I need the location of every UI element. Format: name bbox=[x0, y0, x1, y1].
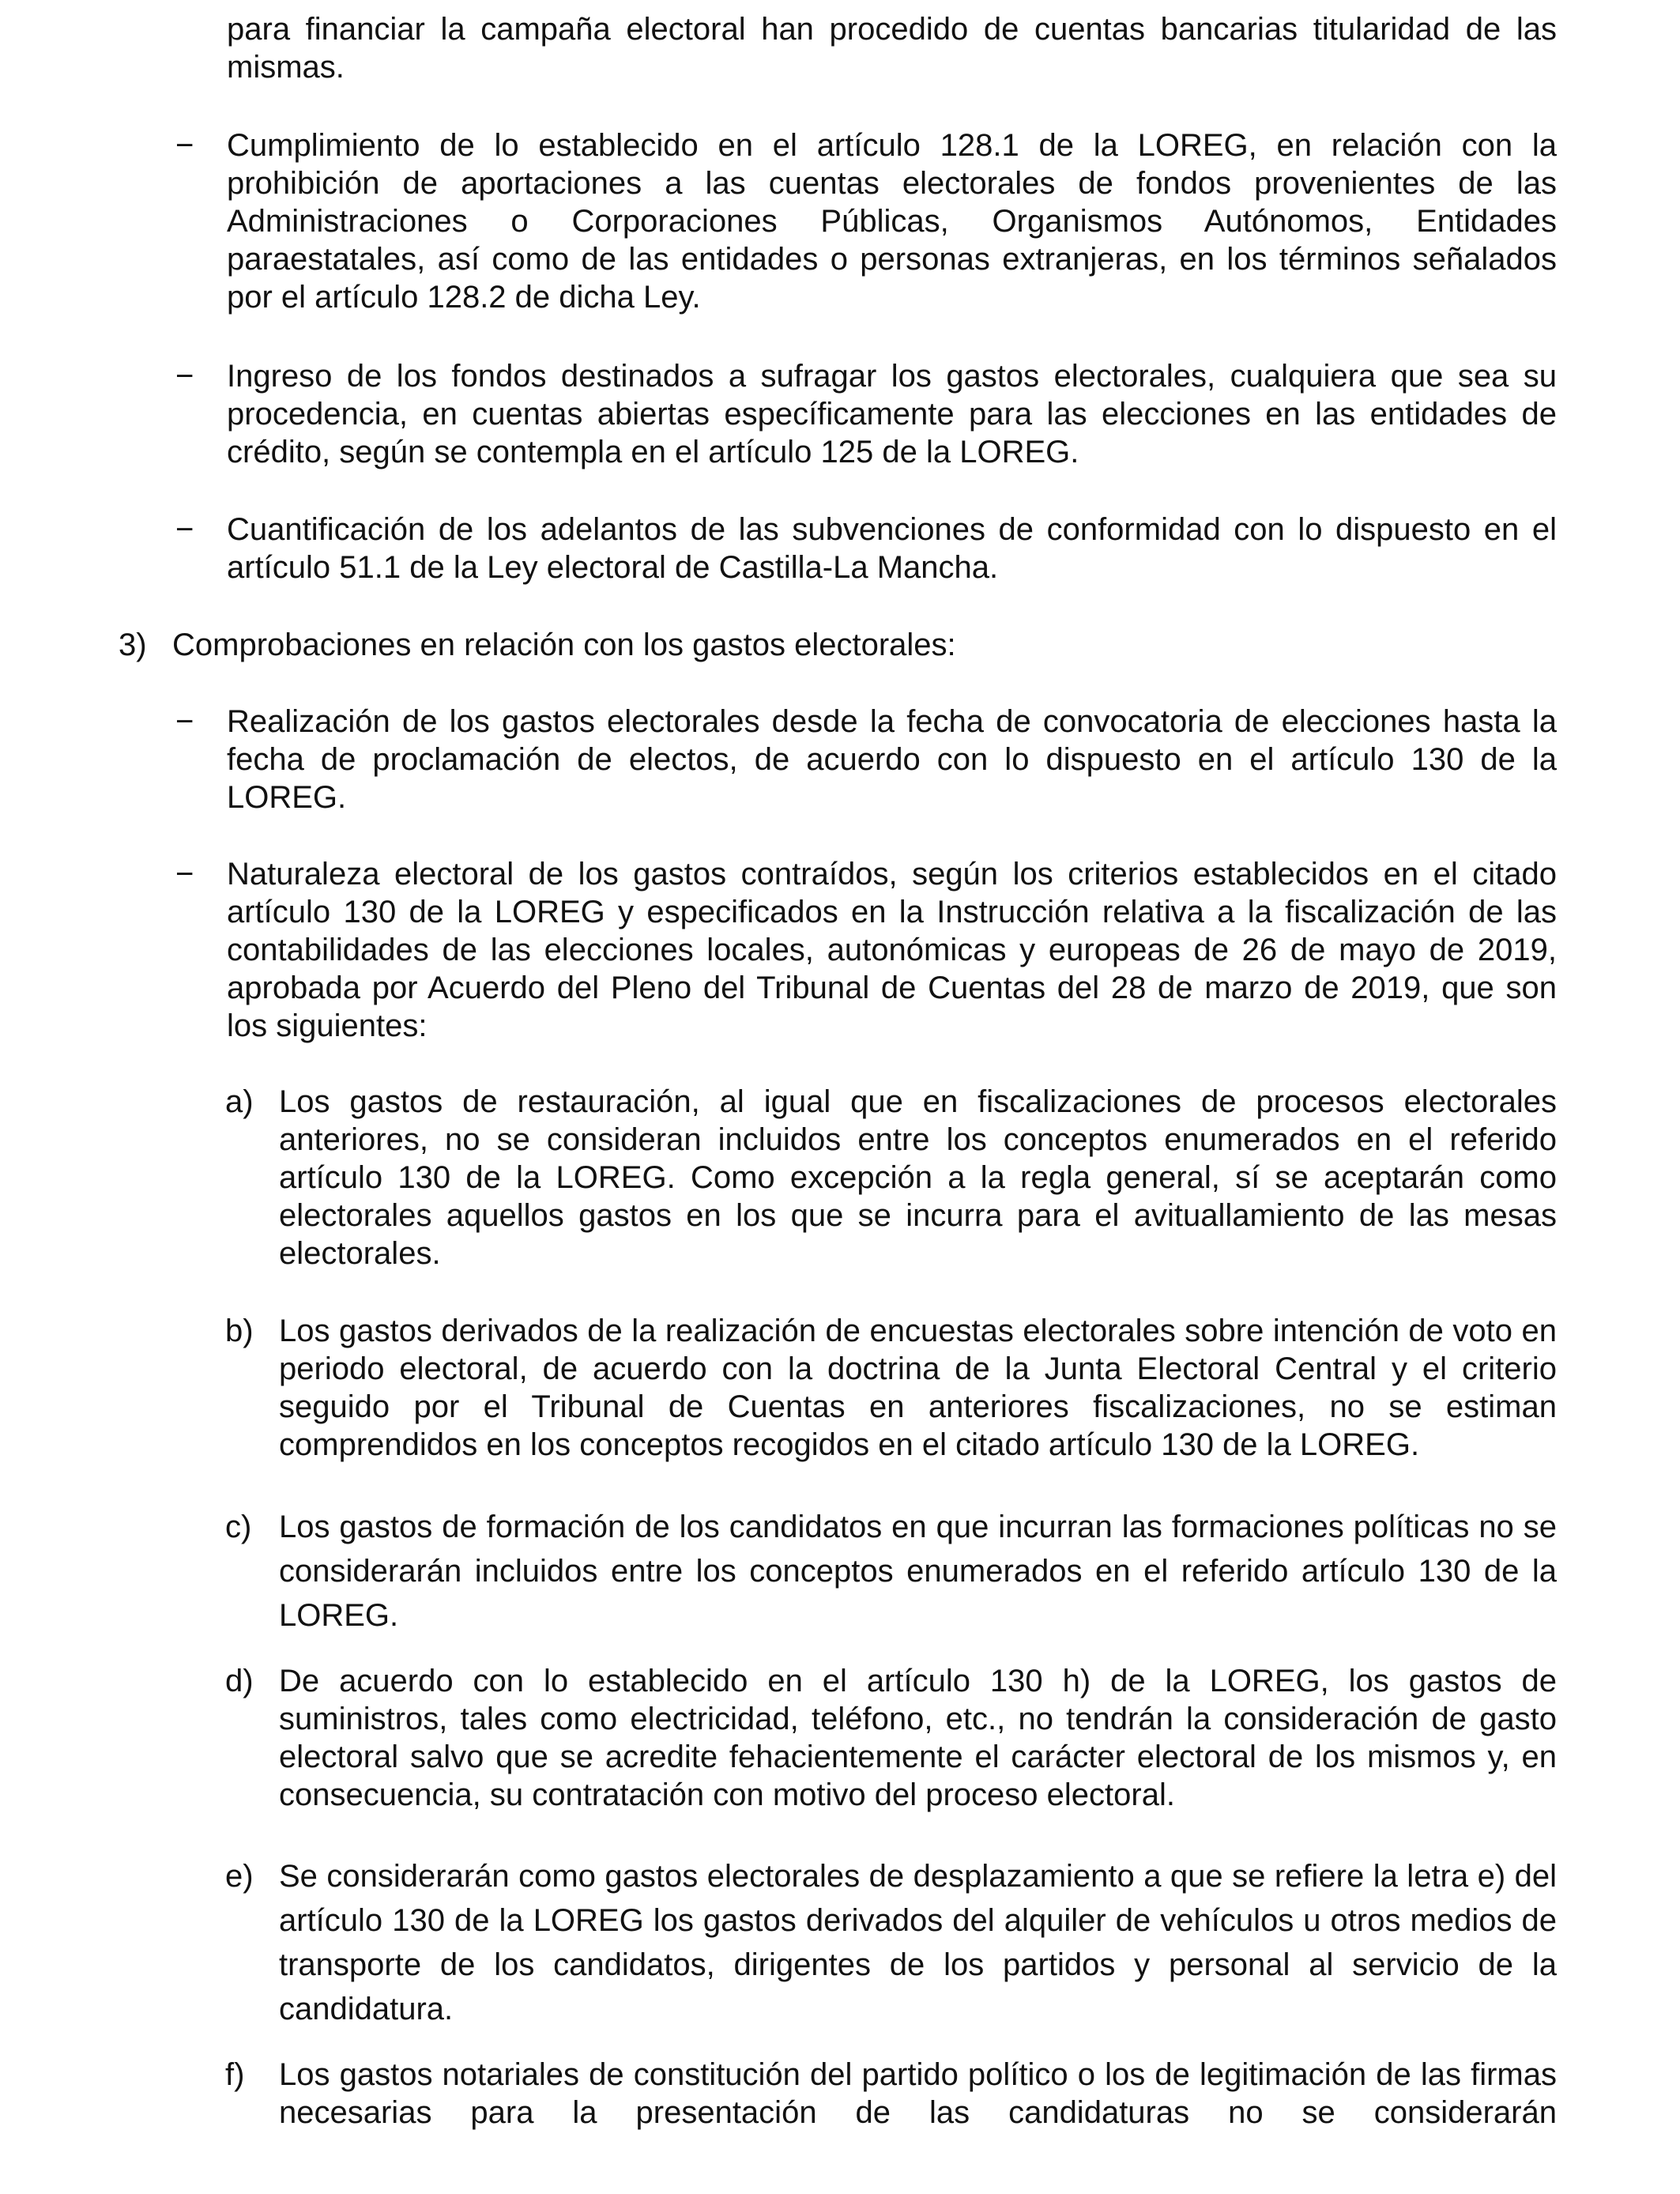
item-letter-e: e) bbox=[225, 1859, 254, 1894]
bullet-dash-icon: − bbox=[175, 128, 194, 163]
bullet-item-fechas-gastos: Realización de los gastos electorales desde la fecha de convocatoria de elecciones hasta la fecha de proclamación de electos, de acuerdo con lo dispuesto en el artículo 130 de la LOREG. bbox=[227, 704, 1557, 815]
continuation-paragraph: para financiar la campaña electoral han procedido de cuentas bancarias titularidad de las mismas. bbox=[227, 12, 1557, 85]
bullet-dash-icon: − bbox=[175, 857, 194, 892]
bullet-dash-icon: − bbox=[175, 359, 194, 394]
lettered-item-encuestas: Los gastos derivados de la realización de encuestas electorales sobre intención de voto en periodo electoral, de acuerdo con la doctrina de la Junta Electoral Central y el criterio seguido por el Tribunal de Cuentas en anteriores fiscalizaciones, no se estiman comprendidos en los conceptos recogidos en el citado artículo 130 de la LOREG. bbox=[279, 1314, 1557, 1462]
bullet-dash-icon: − bbox=[175, 704, 194, 739]
bullet-item-aportaciones: Cumplimiento de lo establecido en el artículo 128.1 de la LOREG, en relación con la prohibición de aportaciones a las cuentas electorales de fondos provenientes de las Administraciones o Corporaciones Públicas, Organismos Autónomos, Entidades paraestatales, así como de las entidades o personas extranjeras, en los términos señalados por el artículo 128.2 de dicha Ley. bbox=[227, 128, 1557, 315]
lettered-item-restauracion: Los gastos de restauración, al igual que en fiscalizaciones de procesos electorales anteriores, no se consideran incluidos entre los conceptos enumerados en el referido artículo 130 de la LOREG. Como excepción a la regla general, sí se aceptarán como electorales aquellos gastos en los que se incurra para el avituallamiento de las mesas electorales. bbox=[279, 1084, 1557, 1271]
lettered-item-formacion: Los gastos de formación de los candidatos en que incurran las formaciones políticas no se considerarán incluidos entre los conceptos enumerados en el referido artículo 130 de la LOREG. bbox=[279, 1510, 1557, 1633]
section-number: 3) bbox=[119, 628, 147, 662]
item-letter-b: b) bbox=[225, 1314, 254, 1348]
item-letter-c: c) bbox=[225, 1510, 252, 1544]
section-heading: Comprobaciones en relación con los gastos electorales: bbox=[172, 628, 956, 662]
bullet-item-ingreso-fondos: Ingreso de los fondos destinados a sufragar los gastos electorales, cualquiera que sea su procedencia, en cuentas abiertas específicamente para las elecciones en las entidades de crédito, según se contempla en el artículo 125 de la LOREG. bbox=[227, 359, 1557, 469]
lettered-item-suministros: De acuerdo con lo establecido en el artículo 130 h) de la LOREG, los gastos de suministros, tales como electricidad, teléfono, etc., no tendrán la consideración de gasto electoral salvo que se acredite fehacientemente el carácter electoral de los mismos y, en consecuencia, su contratación con motivo del proceso electoral. bbox=[279, 1664, 1557, 1812]
bullet-dash-icon: − bbox=[175, 512, 194, 547]
item-letter-f: f) bbox=[225, 2057, 245, 2092]
item-letter-a: a) bbox=[225, 1084, 254, 1119]
item-letter-d: d) bbox=[225, 1664, 254, 1698]
bullet-item-adelantos: Cuantificación de los adelantos de las subvenciones de conformidad con lo dispuesto en el artículo 51.1 de la Ley electoral de Castilla-La Mancha. bbox=[227, 512, 1557, 585]
lettered-item-notariales: Los gastos notariales de constitución del partido político o los de legitimación de las firmas necesarias para la presentación de las candidaturas no se considerarán bbox=[279, 2057, 1557, 2130]
lettered-item-desplazamiento: Se considerarán como gastos electorales de desplazamiento a que se refiere la letra e) del artículo 130 de la LOREG los gastos derivados del alquiler de vehículos u otros medios de transporte de los candidatos, dirigentes de los partidos y personal al servicio de la candidatura. bbox=[279, 1859, 1557, 2026]
bullet-item-naturaleza-gastos: Naturaleza electoral de los gastos contraídos, según los criterios establecidos en el citado artículo 130 de la LOREG y especificados en la Instrucción relativa a la fiscalización de las contabilidades de las elecciones locales, autonómicas y europeas de 26 de mayo de 2019, aprobada por Acuerdo del Pleno del Tribunal de Cuentas del 28 de marzo de 2019, que son los siguientes: bbox=[227, 857, 1557, 1043]
